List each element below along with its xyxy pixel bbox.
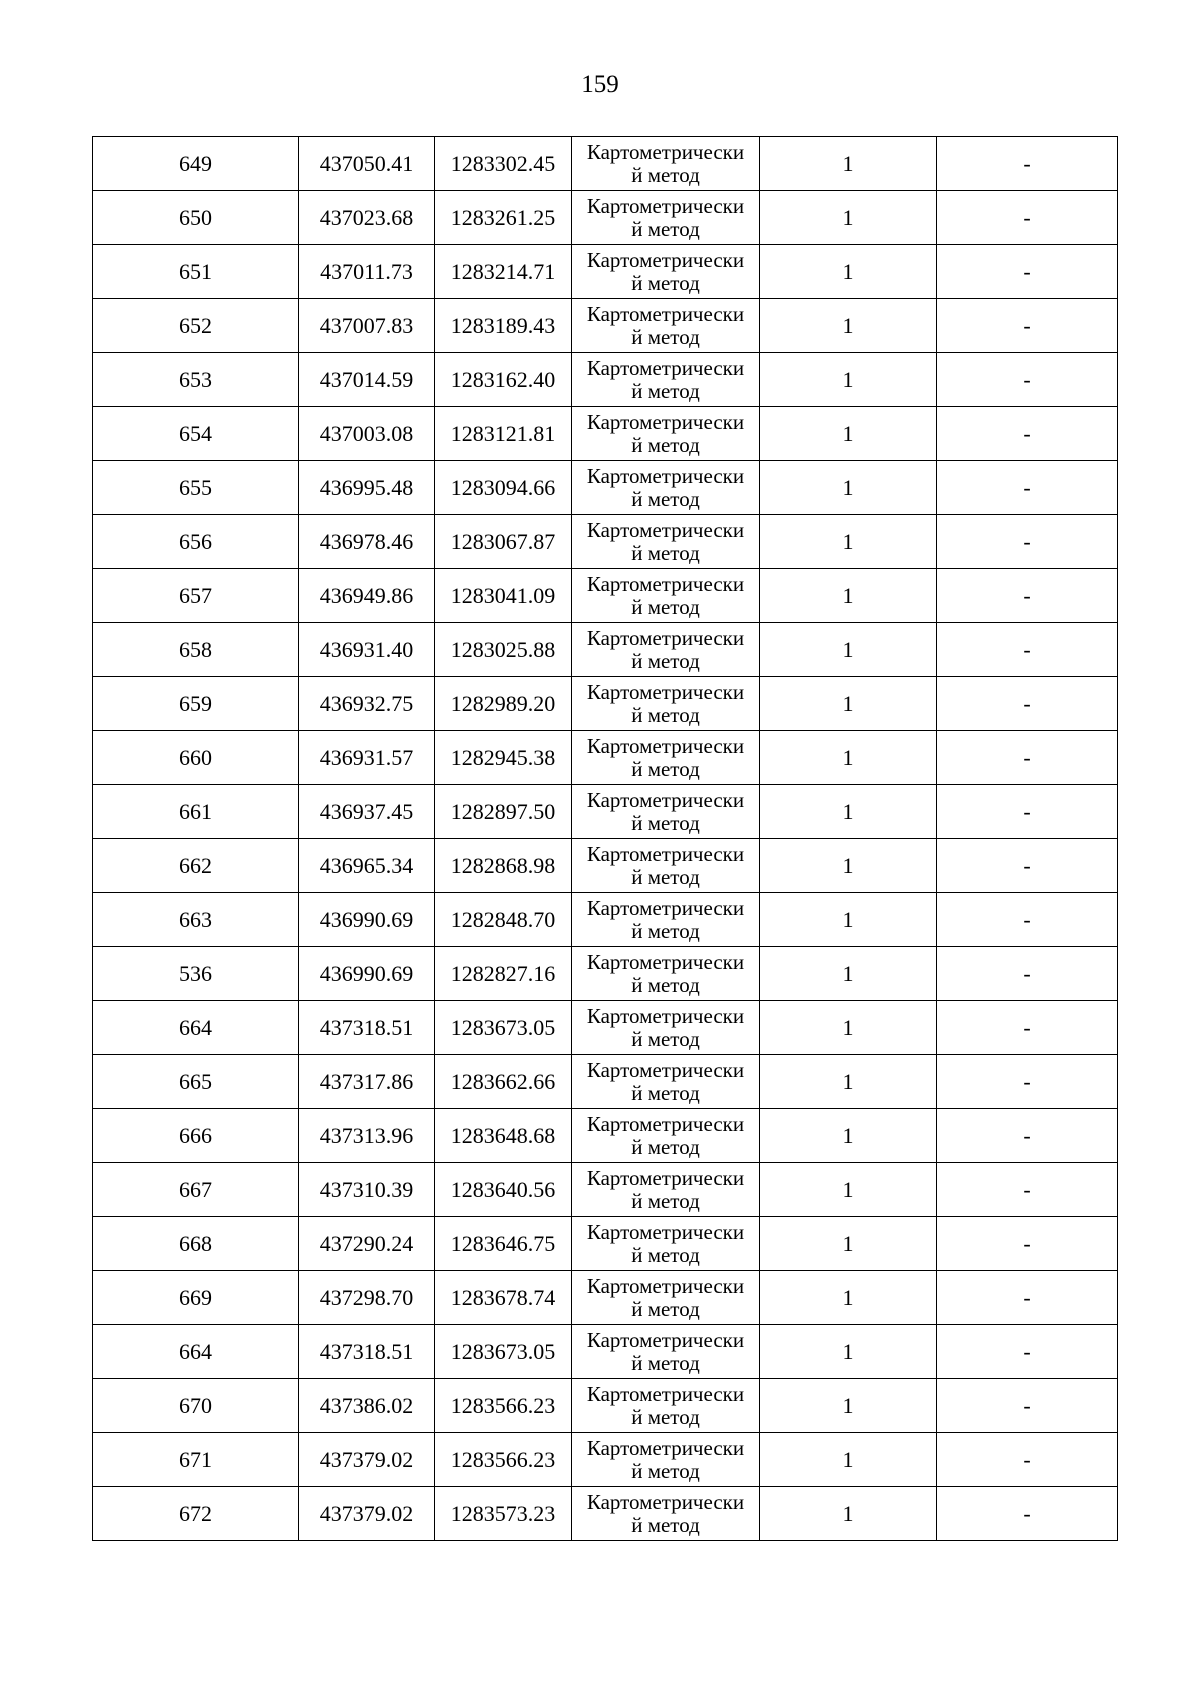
x-coordinate-cell: 436931.57	[299, 731, 435, 785]
method-cell	[572, 1271, 760, 1325]
y-coordinate-cell: 1283041.09	[435, 569, 572, 623]
point-number-cell: 654	[93, 407, 299, 461]
method-text-line-1: Картометрически	[586, 1003, 745, 1028]
accuracy-cell: 1	[760, 1163, 937, 1217]
method-text-line-2: й метод	[631, 972, 700, 997]
table-row	[93, 839, 1118, 893]
y-coordinate-cell: 1283067.87	[435, 515, 572, 569]
method-text-line-1: Картометрически	[586, 193, 745, 218]
method-text-line-1: Картометрически	[586, 1489, 745, 1514]
accuracy-cell: 1	[760, 677, 937, 731]
note-cell: -	[937, 569, 1118, 623]
y-coordinate-cell: 1283214.71	[435, 245, 572, 299]
accuracy-cell: 1	[760, 461, 937, 515]
table-row	[93, 1163, 1118, 1217]
accuracy-cell: 1	[760, 569, 937, 623]
point-number-cell: 671	[93, 1433, 299, 1487]
method-text-line-2: й метод	[631, 1188, 700, 1213]
table-row	[93, 1001, 1118, 1055]
table-row	[93, 1055, 1118, 1109]
method-text-line-2: й метод	[631, 216, 700, 241]
note-cell: -	[937, 1487, 1118, 1541]
method-cell	[572, 785, 760, 839]
accuracy-cell: 1	[760, 1109, 937, 1163]
x-coordinate-cell: 437313.96	[299, 1109, 435, 1163]
point-number-cell: 669	[93, 1271, 299, 1325]
method-text-line-2: й метод	[631, 162, 700, 187]
method-cell	[572, 353, 760, 407]
method-cell	[572, 569, 760, 623]
x-coordinate-cell: 436932.75	[299, 677, 435, 731]
y-coordinate-cell: 1283261.25	[435, 191, 572, 245]
note-cell: -	[937, 461, 1118, 515]
accuracy-cell: 1	[760, 839, 937, 893]
table-row	[93, 1325, 1118, 1379]
method-text-line-2: й метод	[631, 270, 700, 295]
y-coordinate-cell: 1283646.75	[435, 1217, 572, 1271]
note-cell: -	[937, 1217, 1118, 1271]
method-text-line-1: Картометрически	[586, 1381, 745, 1406]
method-text-line-1: Картометрически	[586, 409, 745, 434]
method-text-line-2: й метод	[631, 756, 700, 781]
y-coordinate-cell: 1283162.40	[435, 353, 572, 407]
x-coordinate-cell: 437386.02	[299, 1379, 435, 1433]
method-cell	[572, 1055, 760, 1109]
note-cell: -	[937, 1163, 1118, 1217]
table-row	[93, 299, 1118, 353]
method-text-line-1: Картометрически	[586, 679, 745, 704]
note-cell: -	[937, 623, 1118, 677]
method-text-line-1: Картометрически	[586, 355, 745, 380]
x-coordinate-cell: 436931.40	[299, 623, 435, 677]
point-number-cell: 663	[93, 893, 299, 947]
table-row	[93, 1271, 1118, 1325]
point-number-cell: 653	[93, 353, 299, 407]
note-cell: -	[937, 947, 1118, 1001]
table-row	[93, 137, 1118, 191]
method-cell	[572, 137, 760, 191]
table-row	[93, 245, 1118, 299]
y-coordinate-cell: 1283678.74	[435, 1271, 572, 1325]
accuracy-cell: 1	[760, 623, 937, 677]
note-cell: -	[937, 1433, 1118, 1487]
method-text-line-2: й метод	[631, 1350, 700, 1375]
x-coordinate-cell: 437023.68	[299, 191, 435, 245]
y-coordinate-cell: 1283662.66	[435, 1055, 572, 1109]
method-cell	[572, 299, 760, 353]
method-text-line-2: й метод	[631, 1242, 700, 1267]
accuracy-cell: 1	[760, 1487, 937, 1541]
accuracy-cell: 1	[760, 299, 937, 353]
note-cell: -	[937, 191, 1118, 245]
method-text-line-1: Картометрически	[586, 1219, 745, 1244]
note-cell: -	[937, 137, 1118, 191]
method-text-line-2: й метод	[631, 594, 700, 619]
method-text-line-1: Картометрически	[586, 841, 745, 866]
method-cell	[572, 1487, 760, 1541]
y-coordinate-cell: 1283121.81	[435, 407, 572, 461]
x-coordinate-cell: 437011.73	[299, 245, 435, 299]
note-cell: -	[937, 1001, 1118, 1055]
point-number-cell: 664	[93, 1325, 299, 1379]
x-coordinate-cell: 436978.46	[299, 515, 435, 569]
table-row	[93, 731, 1118, 785]
point-number-cell: 670	[93, 1379, 299, 1433]
y-coordinate-cell: 1283648.68	[435, 1109, 572, 1163]
method-cell	[572, 1163, 760, 1217]
method-cell	[572, 1001, 760, 1055]
method-cell	[572, 1433, 760, 1487]
method-cell	[572, 731, 760, 785]
table-row	[93, 947, 1118, 1001]
method-text-line-2: й метод	[631, 648, 700, 673]
method-text-line-2: й метод	[631, 1404, 700, 1429]
method-text-line-1: Картометрически	[586, 625, 745, 650]
x-coordinate-cell: 437003.08	[299, 407, 435, 461]
point-number-cell: 662	[93, 839, 299, 893]
point-number-cell: 652	[93, 299, 299, 353]
y-coordinate-cell: 1283189.43	[435, 299, 572, 353]
x-coordinate-cell: 436990.69	[299, 893, 435, 947]
accuracy-cell: 1	[760, 1379, 937, 1433]
x-coordinate-cell: 437007.83	[299, 299, 435, 353]
method-cell	[572, 1217, 760, 1271]
table-row	[93, 623, 1118, 677]
point-number-cell: 656	[93, 515, 299, 569]
x-coordinate-cell: 436965.34	[299, 839, 435, 893]
y-coordinate-cell: 1282848.70	[435, 893, 572, 947]
point-number-cell: 665	[93, 1055, 299, 1109]
accuracy-cell: 1	[760, 137, 937, 191]
method-text-line-1: Картометрически	[586, 1327, 745, 1352]
x-coordinate-cell: 436937.45	[299, 785, 435, 839]
method-text-line-1: Картометрически	[586, 571, 745, 596]
y-coordinate-cell: 1282989.20	[435, 677, 572, 731]
point-number-cell: 655	[93, 461, 299, 515]
method-text-line-2: й метод	[631, 702, 700, 727]
point-number-cell: 536	[93, 947, 299, 1001]
accuracy-cell: 1	[760, 191, 937, 245]
note-cell: -	[937, 407, 1118, 461]
point-number-cell: 666	[93, 1109, 299, 1163]
method-text-line-2: й метод	[631, 864, 700, 889]
accuracy-cell: 1	[760, 893, 937, 947]
method-cell	[572, 1379, 760, 1433]
note-cell: -	[937, 245, 1118, 299]
table-row	[93, 785, 1118, 839]
table-row	[93, 677, 1118, 731]
method-text-line-2: й метод	[631, 1296, 700, 1321]
note-cell: -	[937, 353, 1118, 407]
table-row	[93, 1433, 1118, 1487]
method-cell	[572, 947, 760, 1001]
point-number-cell: 664	[93, 1001, 299, 1055]
accuracy-cell: 1	[760, 785, 937, 839]
x-coordinate-cell: 437317.86	[299, 1055, 435, 1109]
method-text-line-1: Картометрически	[586, 1165, 745, 1190]
point-number-cell: 649	[93, 137, 299, 191]
note-cell: -	[937, 1271, 1118, 1325]
y-coordinate-cell: 1283566.23	[435, 1379, 572, 1433]
method-text-line-2: й метод	[631, 918, 700, 943]
y-coordinate-cell: 1283302.45	[435, 137, 572, 191]
method-cell	[572, 839, 760, 893]
accuracy-cell: 1	[760, 1271, 937, 1325]
method-text-line-2: й метод	[631, 1026, 700, 1051]
y-coordinate-cell: 1282827.16	[435, 947, 572, 1001]
method-text-line-2: й метод	[631, 810, 700, 835]
y-coordinate-cell: 1282868.98	[435, 839, 572, 893]
x-coordinate-cell: 437318.51	[299, 1325, 435, 1379]
table-row	[93, 1109, 1118, 1163]
method-text-line-2: й метод	[631, 486, 700, 511]
method-text-line-1: Картометрически	[586, 1057, 745, 1082]
y-coordinate-cell: 1283025.88	[435, 623, 572, 677]
method-text-line-1: Картометрически	[586, 463, 745, 488]
x-coordinate-cell: 437310.39	[299, 1163, 435, 1217]
method-text-line-1: Картометрически	[586, 301, 745, 326]
method-cell	[572, 245, 760, 299]
table-row	[93, 407, 1118, 461]
method-text-line-1: Картометрически	[586, 949, 745, 974]
note-cell: -	[937, 785, 1118, 839]
accuracy-cell: 1	[760, 245, 937, 299]
method-text-line-2: й метод	[631, 1080, 700, 1105]
method-text-line-1: Картометрически	[586, 517, 745, 542]
accuracy-cell: 1	[760, 1325, 937, 1379]
point-number-cell: 672	[93, 1487, 299, 1541]
y-coordinate-cell: 1283640.56	[435, 1163, 572, 1217]
accuracy-cell: 1	[760, 1001, 937, 1055]
page-number: 159	[581, 71, 619, 98]
table-row	[93, 569, 1118, 623]
y-coordinate-cell: 1283094.66	[435, 461, 572, 515]
table-row	[93, 1217, 1118, 1271]
x-coordinate-cell: 437298.70	[299, 1271, 435, 1325]
method-text-line-1: Картометрически	[586, 1111, 745, 1136]
note-cell: -	[937, 1379, 1118, 1433]
method-text-line-2: й метод	[631, 1458, 700, 1483]
point-number-cell: 667	[93, 1163, 299, 1217]
table-row	[93, 893, 1118, 947]
x-coordinate-cell: 437050.41	[299, 137, 435, 191]
y-coordinate-cell: 1282897.50	[435, 785, 572, 839]
coordinates-table	[92, 136, 1118, 1541]
accuracy-cell: 1	[760, 1055, 937, 1109]
accuracy-cell: 1	[760, 731, 937, 785]
x-coordinate-cell: 436990.69	[299, 947, 435, 1001]
point-number-cell: 659	[93, 677, 299, 731]
point-number-cell: 651	[93, 245, 299, 299]
y-coordinate-cell: 1283673.05	[435, 1325, 572, 1379]
accuracy-cell: 1	[760, 1217, 937, 1271]
note-cell: -	[937, 731, 1118, 785]
method-text-line-1: Картометрически	[586, 733, 745, 758]
method-text-line-2: й метод	[631, 432, 700, 457]
x-coordinate-cell: 436995.48	[299, 461, 435, 515]
table-row	[93, 353, 1118, 407]
note-cell: -	[937, 893, 1118, 947]
y-coordinate-cell: 1283566.23	[435, 1433, 572, 1487]
point-number-cell: 650	[93, 191, 299, 245]
point-number-cell: 657	[93, 569, 299, 623]
x-coordinate-cell: 437318.51	[299, 1001, 435, 1055]
y-coordinate-cell: 1283573.23	[435, 1487, 572, 1541]
method-text-line-2: й метод	[631, 1134, 700, 1159]
method-text-line-1: Картометрически	[586, 1273, 745, 1298]
method-text-line-1: Картометрически	[586, 895, 745, 920]
table-row	[93, 1379, 1118, 1433]
note-cell: -	[937, 1325, 1118, 1379]
y-coordinate-cell: 1282945.38	[435, 731, 572, 785]
method-cell	[572, 407, 760, 461]
coordinates-table-body	[93, 137, 1118, 1541]
accuracy-cell: 1	[760, 947, 937, 1001]
method-text-line-1: Картометрически	[586, 247, 745, 272]
x-coordinate-cell: 436949.86	[299, 569, 435, 623]
note-cell: -	[937, 839, 1118, 893]
accuracy-cell: 1	[760, 1433, 937, 1487]
note-cell: -	[937, 515, 1118, 569]
point-number-cell: 661	[93, 785, 299, 839]
point-number-cell: 660	[93, 731, 299, 785]
table-row	[93, 1487, 1118, 1541]
method-cell	[572, 461, 760, 515]
method-text-line-2: й метод	[631, 324, 700, 349]
y-coordinate-cell: 1283673.05	[435, 1001, 572, 1055]
method-text-line-1: Картометрически	[586, 1435, 745, 1460]
x-coordinate-cell: 437290.24	[299, 1217, 435, 1271]
note-cell: -	[937, 1055, 1118, 1109]
method-cell	[572, 515, 760, 569]
method-text-line-2: й метод	[631, 540, 700, 565]
note-cell: -	[937, 299, 1118, 353]
accuracy-cell: 1	[760, 353, 937, 407]
method-cell	[572, 677, 760, 731]
note-cell: -	[937, 1109, 1118, 1163]
method-cell	[572, 1325, 760, 1379]
table-row	[93, 515, 1118, 569]
accuracy-cell: 1	[760, 515, 937, 569]
method-cell	[572, 623, 760, 677]
x-coordinate-cell: 437379.02	[299, 1487, 435, 1541]
point-number-cell: 658	[93, 623, 299, 677]
x-coordinate-cell: 437014.59	[299, 353, 435, 407]
note-cell: -	[937, 677, 1118, 731]
accuracy-cell: 1	[760, 407, 937, 461]
method-cell	[572, 893, 760, 947]
method-text-line-2: й метод	[631, 378, 700, 403]
method-text-line-1: Картометрически	[586, 787, 745, 812]
method-cell	[572, 1109, 760, 1163]
table-row	[93, 191, 1118, 245]
point-number-cell: 668	[93, 1217, 299, 1271]
x-coordinate-cell: 437379.02	[299, 1433, 435, 1487]
method-text-line-2: й метод	[631, 1512, 700, 1537]
method-cell	[572, 191, 760, 245]
method-text-line-1: Картометрически	[586, 139, 745, 164]
table-row	[93, 461, 1118, 515]
